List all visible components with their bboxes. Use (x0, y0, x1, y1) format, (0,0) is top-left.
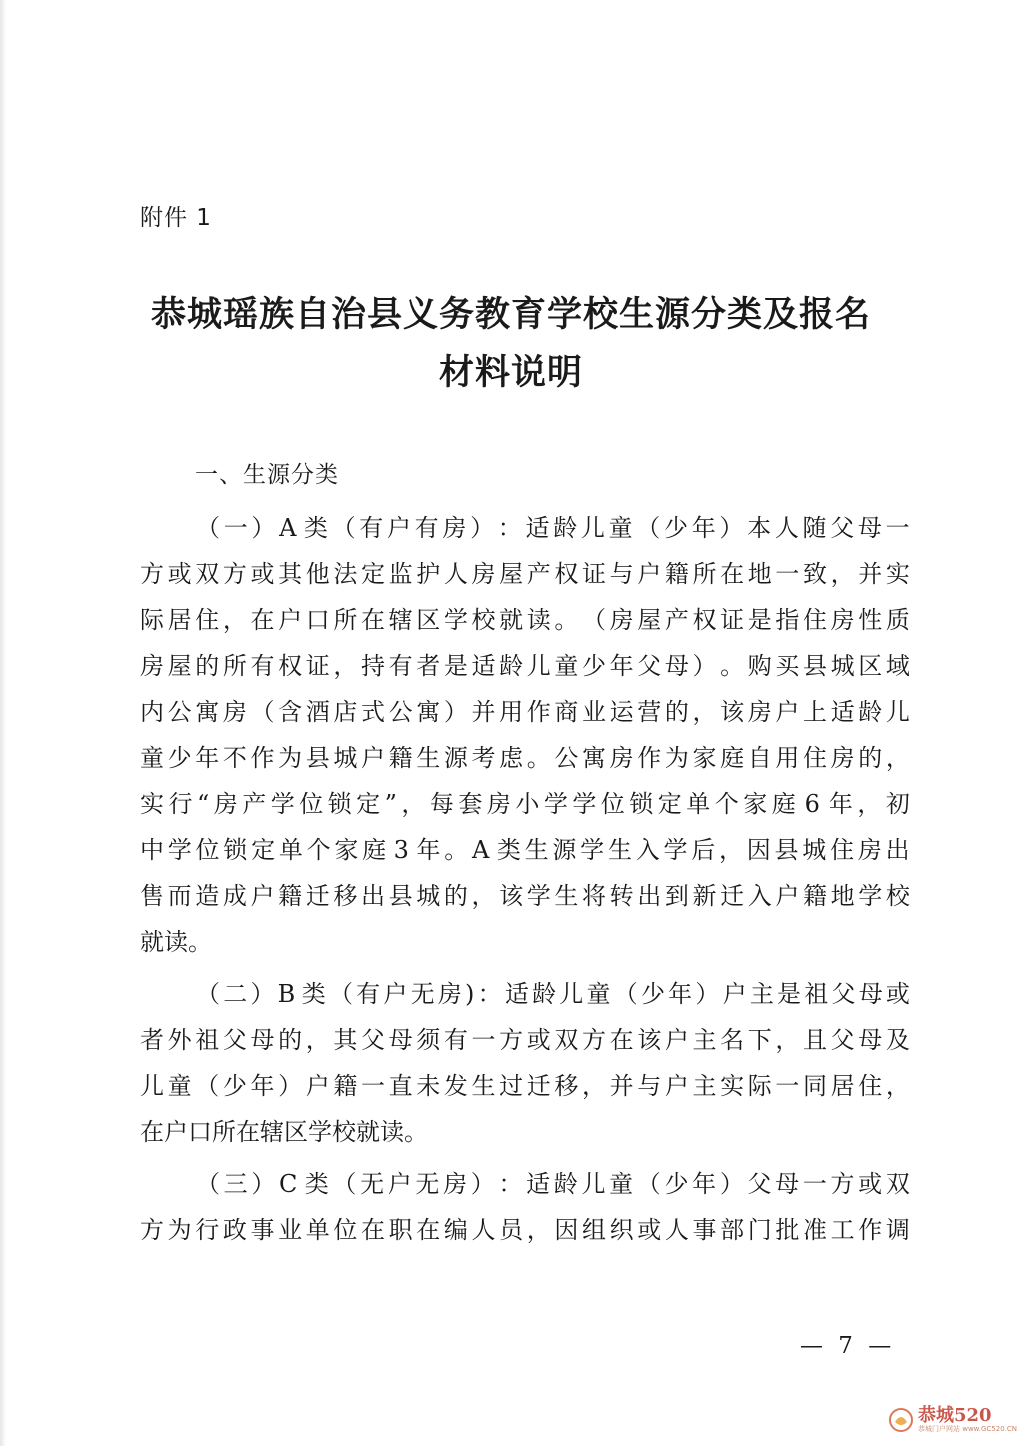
para-b-line-3: 儿 童 （ 少 年 ） 户 籍 一 直 未 发 生 过 迁 移 ， 并 与 户 主 实 际 一 同 居 住 ， (140, 1072, 910, 1100)
page-edge-shadow (0, 0, 6, 1446)
page-number: — 7 — (800, 1333, 896, 1359)
para-a-line-4: 房 屋 的 所 有 权 证 ， 持 有 者 是 适 龄 儿 童 少 年 父 母 ） 。 购 买 县 城 区 域 (140, 652, 910, 680)
para-a-line-10: 就读。 (140, 928, 212, 956)
document-title (120, 286, 902, 402)
para-b-line-4: 在户口所在辖区学校就读。 (140, 1118, 428, 1146)
watermark-logo-icon (888, 1407, 914, 1433)
para-a-line-9: 售 而 造 成 户 籍 迁 移 出 县 城 的 ， 该 学 生 将 转 出 到 新 迁 入 户 籍 地 学 校 (140, 882, 910, 910)
para-c-line-2: 方 为 行 政 事 业 单 位 在 职 在 编 人 员 ， 因 组 织 或 人 事 部 门 批 准 工 作 调 (140, 1216, 910, 1244)
para-c-line-1: （ 三 ） C 类 （ 无 户 无 房 ） ： 适 龄 儿 童 （ 少 年 ） 父 母 一 方 或 双 (196, 1170, 910, 1198)
site-watermark (888, 1398, 1018, 1442)
para-a-line-1: （ 一 ） A 类 （ 有 户 有 房 ） ： 适 龄 儿 童 （ 少 年 ） 本 人 随 父 母 一 (196, 514, 910, 542)
body-text (140, 505, 910, 1253)
watermark-text: 恭城520 (918, 1405, 992, 1426)
para-a-line-3: 际 居 住 ， 在 户 口 所 在 辖 区 学 校 就 读 。 （ 房 屋 产 权 证 是 指 住 房 性 质 (140, 606, 910, 634)
para-a-line-7: 实 行 “ 房 产 学 位 锁 定 ” ， 每 套 房 小 学 学 位 锁 定 单 个 家 庭 6 年 ， 初 (140, 790, 910, 818)
para-b-line-1: （ 二 ） B 类 （ 有 户 无 房 ) ： 适 龄 儿 童 （ 少 年 ） 户 主 是 祖 父 母 或 (196, 980, 910, 1008)
watermark-subtext: 恭城门户网站 www.GC520.CN (918, 1425, 1018, 1433)
watermark-text-group (918, 1407, 1017, 1433)
title-line-2: 材料说明 (438, 353, 583, 393)
title-line-1: 恭城瑶族自治县义务教育学校生源分类及报名 (150, 295, 871, 335)
para-b-line-2: 者 外 祖 父 母 的 ， 其 父 母 须 有 一 方 或 双 方 在 该 户 主 名 下 ， 且 父 母 及 (140, 1026, 910, 1054)
para-a-line-2: 方 或 双 方 或 其 他 法 定 监 护 人 房 屋 产 权 证 与 户 籍 所 在 地 一 致 ， 并 实 (140, 560, 910, 588)
para-a-line-6: 童 少 年 不 作 为 县 城 户 籍 生 源 考 虑 。 公 寓 房 作 为 家 庭 自 用 住 房 的 ， (140, 744, 910, 772)
para-a-line-5: 内 公 寓 房 （ 含 酒 店 式 公 寓 ） 并 用 作 商 业 运 营 的 ， 该 房 户 上 适 龄 儿 (140, 698, 910, 726)
para-a-line-8: 中 学 位 锁 定 单 个 家 庭 3 年 。 A 类 生 源 学 生 入 学 后 ， 因 县 城 住 房 出 (140, 836, 910, 864)
section-heading-student-source: 一、生源分类 (195, 462, 339, 488)
attachment-label: 附件 1 (140, 205, 212, 231)
